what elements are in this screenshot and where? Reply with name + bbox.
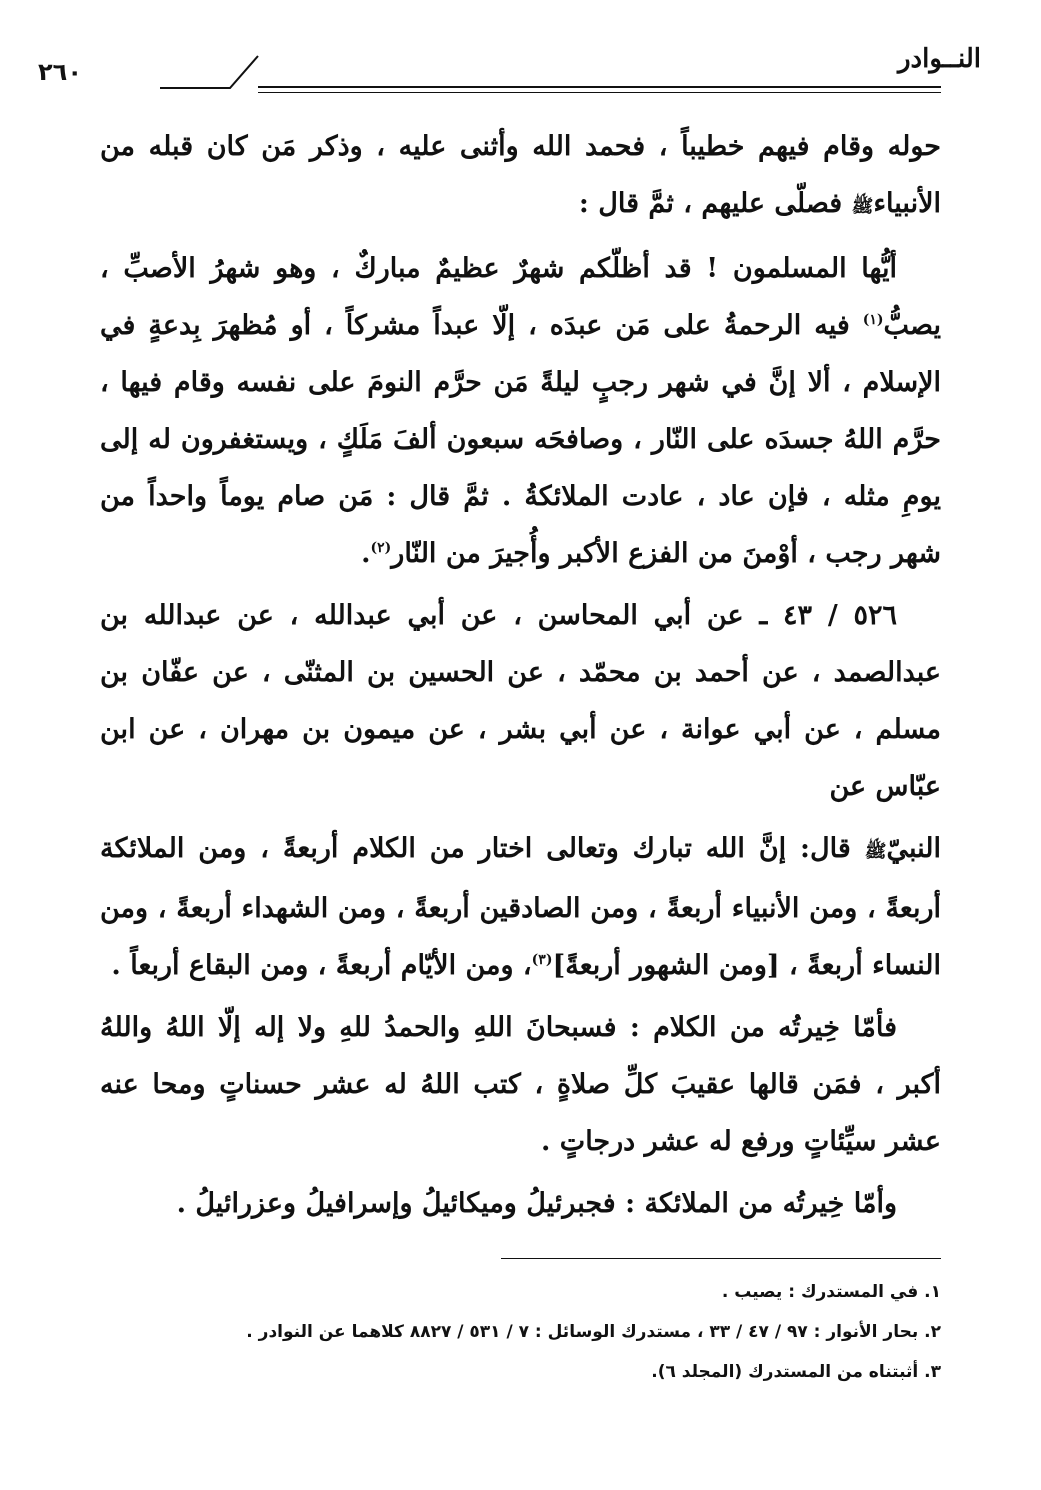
paragraph-1: [100, 118, 941, 235]
paragraph-1-end: فصلّى عليهم ، ثمَّ قال :: [578, 188, 852, 219]
qal-label: قال: [810, 833, 865, 864]
paragraph-5: فأمّا خِيرتُه من الكلام : فسبحانَ اللهِ والحمدُ للهِ ولا إله إلّا اللهُ واللهُ أكبر ، فمَن قالها عقيبَ كلِّ صلاةٍ ، كتب اللهُ له عشر حسناتٍ ومحا عنه عشر سيِّئاتٍ ورفع له عشر درجاتٍ .: [100, 1012, 941, 1157]
footnote-ref-2[interactable]: (٢): [370, 540, 392, 556]
paragraph-2: [100, 240, 941, 582]
footnote-ref-3[interactable]: (٣): [531, 952, 553, 968]
page-number-frame-icon: [160, 52, 260, 92]
running-head-title: النــوادر: [897, 44, 981, 74]
page-number: ٢٦٠: [38, 58, 82, 86]
footnote-divider: [501, 1258, 941, 1259]
footnote-2: ٢. بحار الأنوار : ٩٧ / ٤٧ / ٣٣ ، مستدرك الوسائل : ٧ / ٥٣١ / ٨٨٢٧ كلاهما عن النوادر .: [246, 1322, 941, 1342]
footnote-1: ١. في المستدرك : يصيب .: [721, 1282, 941, 1302]
honorific-symbol: ﷺ: [851, 196, 874, 217]
paragraph-1-text: حوله وقام فيهم خطيباً ، فحمد الله وأثنى عليه ، وذكر مَن كان قبله من الأنبياء: [100, 131, 941, 219]
paragraph-2-text-b: فيه الرحمةُ على مَن عبدَه ، إلّا عبداً مشركاً ، أو مُظهرَ بِدعةٍ في الإسلام ، ألا إنَّ في شهر رجبٍ ليلةً مَن حرَّم النومَ على نفسه وقام فيها ، حرَّم اللهُ جسدَه على النّار ، وصافحَه سبعون ألفَ مَلَكٍ ، ويستغفرون له إلى يومِ مثله ، فإن عاد ، عادت الملائكةُ . ثمَّ قال : مَن صام يوماً واحداً من شهر رجب ، أوْمنَ من الفزع الأكبر وأُجيرَ من النّار: [100, 310, 941, 569]
paragraph-6: وأمّا خِيرتُه من الملائكة : فجبرئيلُ وميكائيلُ وإسرافيلُ وعزرائيلُ .: [176, 1188, 897, 1219]
paragraph-4-text-a: : إنَّ الله تبارك وتعالى اختار من الكلام أربعةً ، ومن الملائكة أربعةً ، ومن الأنبياء أربعةً ، ومن الصادقين أربعةً ، ومن الشهداء أربعةً ، ومن النساء أربعةً ، [ومن الشهور أربعةً]: [100, 833, 941, 981]
paragraph-3: ٥٢٦ / ٤٣ ـ عن أبي المحاسن ، عن أبي عبدالله ، عن عبدالله بن عبدالصمد ، عن أحمد بن محمّد ، عن الحسين بن المثنّى ، عن عفّان بن مسلم ، عن أبي عوانة ، عن أبي بشر ، عن ميمون بن مهران ، عن ابن عبّاس عن: [100, 600, 941, 802]
page-number-frame: [160, 52, 260, 92]
paragraph-2-end: .: [361, 538, 371, 569]
honorific-symbol-2: ﷺ: [864, 841, 887, 862]
footnotes: [100, 1272, 941, 1392]
prophet-label: النبيّ: [886, 833, 941, 864]
header-rule: [258, 86, 941, 93]
paragraph-4: [100, 820, 941, 994]
paragraph-2-text-a: أيُّها المسلمون ! قد أظلّكم شهرٌ عظيمٌ مباركٌ ، وهو شهرُ الأصبِّ ، يصبُّ: [100, 253, 941, 341]
paragraph-4-text-b: ، ومن الأيّام أربعةً ، ومن البقاع أربعاً .: [111, 950, 532, 981]
main-text: [100, 118, 941, 1237]
footnote-3: ٣. أثبتناه من المستدرك (المجلد ٦).: [651, 1362, 941, 1382]
footnote-ref-1[interactable]: (١): [862, 312, 884, 328]
